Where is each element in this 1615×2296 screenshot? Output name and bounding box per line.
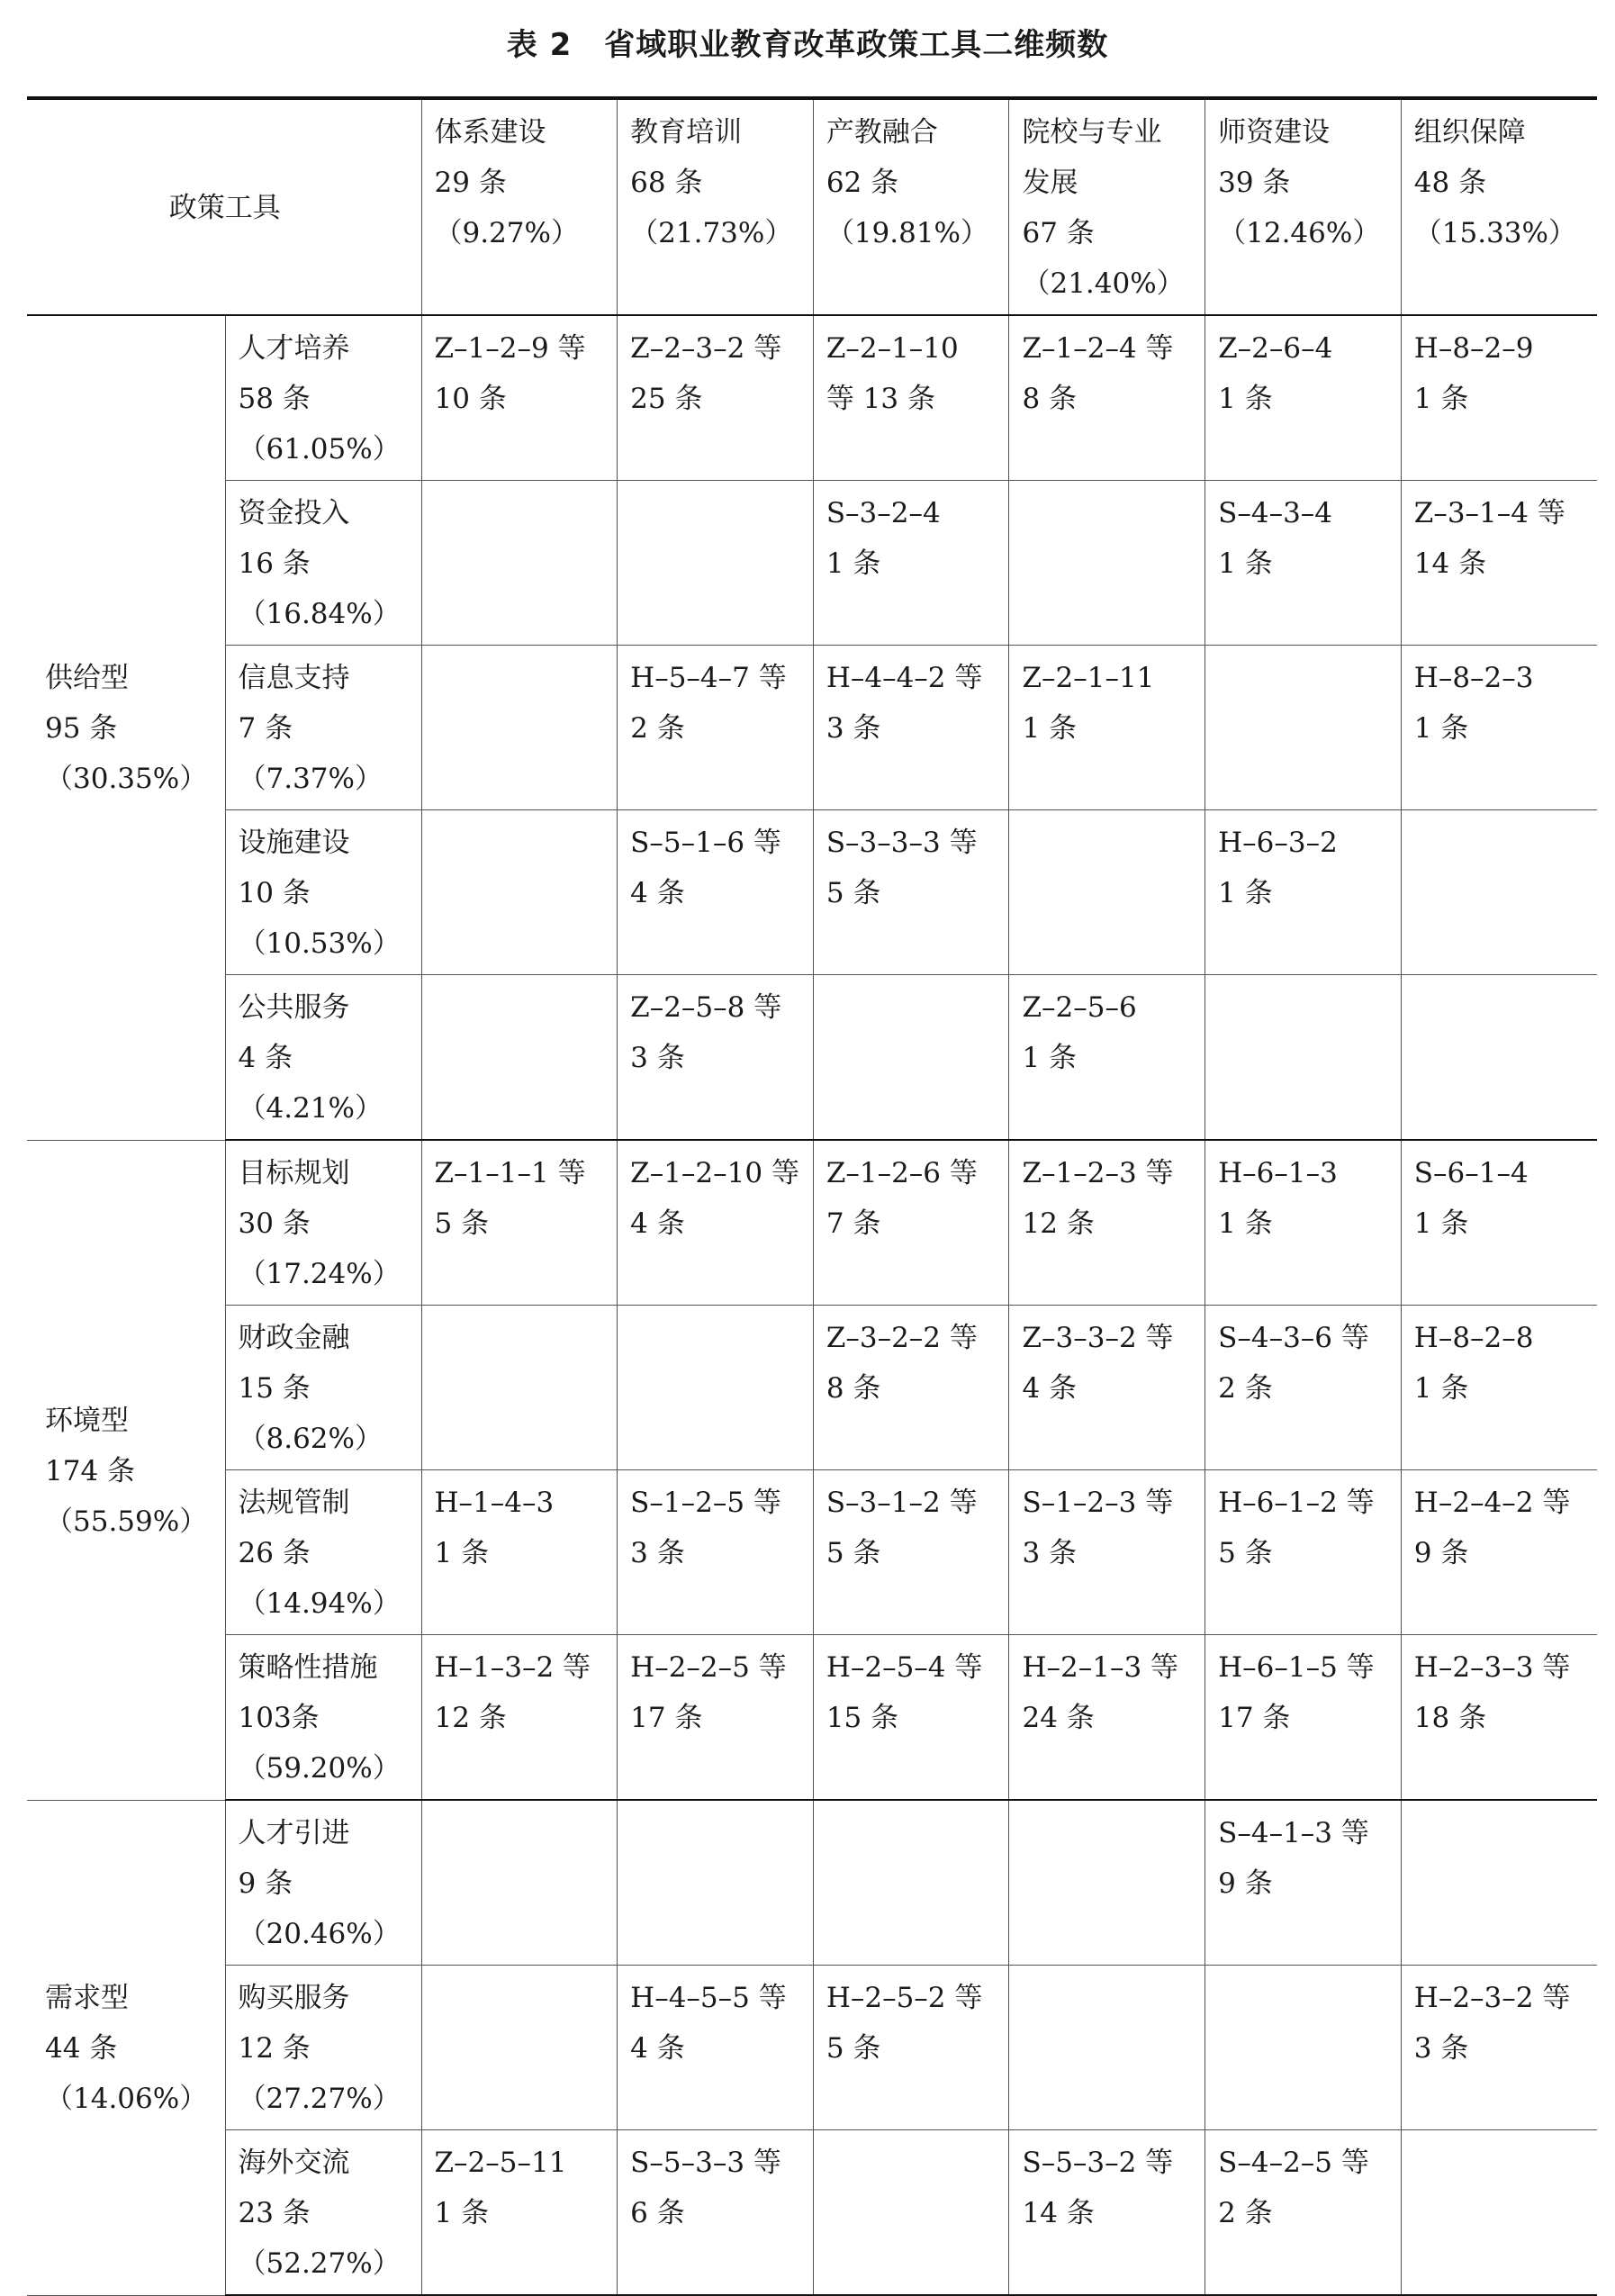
header-text: （21.40%） (1022, 267, 1185, 300)
cell-text: S–4–3–6 等 (1218, 1322, 1369, 1354)
cell-text: Z–2–1–11 (1022, 662, 1155, 694)
cell-text: 12 条 (1022, 1207, 1095, 1240)
table-row (27, 1306, 1597, 1470)
header-col-schools (1009, 98, 1205, 315)
policy-subtype-cell (225, 1140, 421, 1306)
cell-text: H–2–5–2 等 (826, 1982, 983, 2014)
data-cell (1009, 1966, 1205, 2130)
cell-text: 4 条 (630, 1207, 685, 1240)
cell-text: 5 条 (826, 2032, 881, 2065)
policy-subtype-cell (225, 1470, 421, 1635)
policy-subtype-text: 公共服务 (238, 991, 350, 1024)
cell-text: 10 条 (434, 383, 507, 415)
header-text: 48 条 (1413, 167, 1487, 199)
policy-subtype-cell (225, 810, 421, 975)
header-text: 29 条 (434, 167, 507, 199)
cell-text: H–2–1–3 等 (1022, 1651, 1179, 1684)
data-cell (813, 810, 1009, 975)
cell-text: 8 条 (1022, 383, 1078, 415)
cell-text: S–6–1–4 (1413, 1157, 1529, 1189)
table-row (27, 2130, 1597, 2296)
cell-text: H–8–2–9 (1413, 332, 1534, 365)
policy-type-text: 174 条 (45, 1454, 136, 1487)
header-text: （9.27%） (434, 217, 579, 249)
cell-text: 5 条 (434, 1207, 490, 1240)
policy-type-cell (27, 1800, 225, 2295)
cell-text: 1 条 (826, 547, 881, 580)
cell-text: 4 条 (1022, 1372, 1078, 1405)
policy-subtype-cell (225, 315, 421, 481)
cell-text: 1 条 (434, 2197, 490, 2229)
table-row (27, 1140, 1597, 1306)
data-cell (1401, 646, 1597, 810)
data-cell (421, 1470, 618, 1635)
data-cell (421, 1966, 618, 2130)
header-col-teachers (1205, 98, 1402, 315)
cell-text: 1 条 (1022, 712, 1078, 745)
policy-subtype-cell (225, 1635, 421, 1801)
cell-text: S–4–1–3 等 (1218, 1817, 1369, 1849)
data-cell (618, 481, 814, 646)
data-cell (421, 810, 618, 975)
data-cell (618, 1306, 814, 1470)
header-col-industry (813, 98, 1009, 315)
table-caption: 省域职业教育改革政策工具二维频数 (604, 27, 1109, 63)
policy-type-cell (27, 1140, 225, 1800)
policy-subtype-text: 信息支持 (238, 662, 350, 694)
data-cell (421, 481, 618, 646)
policy-subtype-text: （16.84%） (238, 598, 401, 630)
header-text: 发展 (1022, 167, 1078, 199)
policy-subtype-text: （4.21%） (238, 1092, 383, 1125)
cell-text: Z–1–1–1 等 (434, 1157, 586, 1189)
header-col-organization (1401, 98, 1597, 315)
table-row (27, 1635, 1597, 1801)
cell-text: Z–2–5–8 等 (630, 991, 782, 1024)
data-cell (421, 975, 618, 1141)
cell-text: Z–2–5–11 (434, 2147, 567, 2179)
cell-text: Z–2–1–10 (826, 332, 959, 365)
policy-subtype-cell (225, 1306, 421, 1470)
policy-type-text: 环境型 (45, 1404, 129, 1437)
policy-subtype-text: （61.05%） (238, 433, 401, 466)
cell-text: 等 13 条 (826, 383, 935, 415)
data-cell (618, 810, 814, 975)
header-text: 62 条 (826, 167, 899, 199)
cell-text: S–5–1–6 等 (630, 827, 781, 859)
data-cell (1009, 975, 1205, 1141)
data-cell (618, 1470, 814, 1635)
data-cell (1401, 1470, 1597, 1635)
data-cell (1401, 315, 1597, 481)
policy-subtype-text: 9 条 (238, 1867, 293, 1900)
policy-subtype-cell (225, 646, 421, 810)
cell-text: 8 条 (826, 1372, 881, 1405)
data-cell (1009, 481, 1205, 646)
cell-text: H–1–3–2 等 (434, 1651, 591, 1684)
cell-text: S–3–3–3 等 (826, 827, 978, 859)
cell-text: 9 条 (1218, 1867, 1273, 1900)
data-cell (813, 646, 1009, 810)
data-cell (813, 315, 1009, 481)
data-cell (1205, 1966, 1402, 2130)
cell-text: S–4–2–5 等 (1218, 2147, 1369, 2179)
policy-subtype-text: 15 条 (238, 1372, 311, 1405)
cell-text: S–4–3–4 (1218, 497, 1333, 529)
policy-subtype-text: （8.62%） (238, 1423, 383, 1455)
cell-text: 1 条 (1218, 877, 1273, 909)
data-cell (813, 481, 1009, 646)
cell-text: 1 条 (1218, 547, 1273, 580)
policy-subtype-text: 23 条 (238, 2197, 311, 2229)
header-row (27, 98, 1597, 315)
header-text: 68 条 (630, 167, 703, 199)
policy-subtype-text: 人才培养 (238, 332, 350, 365)
data-cell (1009, 1140, 1205, 1306)
data-cell (1205, 481, 1402, 646)
cell-text: 1 条 (1413, 1372, 1469, 1405)
cell-text: 3 条 (1413, 2032, 1469, 2065)
policy-subtype-cell (225, 1966, 421, 2130)
policy-type-text: （55.59%） (45, 1505, 208, 1538)
data-cell (1401, 2130, 1597, 2296)
cell-text: 14 条 (1413, 547, 1487, 580)
policy-subtype-text: （7.37%） (238, 763, 383, 795)
cell-text: S–3–1–2 等 (826, 1487, 978, 1519)
cell-text: Z–2–6–4 (1218, 332, 1333, 365)
policy-subtype-text: 海外交流 (238, 2147, 350, 2179)
cell-text: 12 条 (434, 1702, 507, 1734)
header-text: （19.81%） (826, 217, 989, 249)
header-col-system (421, 98, 618, 315)
data-cell (1401, 1140, 1597, 1306)
cell-text: 3 条 (1022, 1537, 1078, 1569)
data-cell (421, 2130, 618, 2296)
data-cell (1205, 1800, 1402, 1966)
cell-text: 17 条 (1218, 1702, 1291, 1734)
header-text: 体系建设 (434, 116, 546, 149)
cell-text: H–8–2–3 (1413, 662, 1534, 694)
cell-text: H–2–3–3 等 (1413, 1651, 1571, 1684)
data-cell (813, 1140, 1009, 1306)
cell-text: Z–3–3–2 等 (1022, 1322, 1174, 1354)
table-row (27, 1470, 1597, 1635)
table-row (27, 315, 1597, 481)
cell-text: 1 条 (1022, 1042, 1078, 1074)
data-cell (1009, 810, 1205, 975)
policy-subtype-text: （27.27%） (238, 2083, 401, 2115)
data-cell (813, 1800, 1009, 1966)
cell-text: 5 条 (1218, 1537, 1273, 1569)
data-cell (618, 315, 814, 481)
cell-text: 4 条 (630, 2032, 685, 2065)
policy-subtype-text: 12 条 (238, 2032, 311, 2065)
cell-text: 6 条 (630, 2197, 685, 2229)
data-cell (1205, 1635, 1402, 1801)
data-cell (813, 1635, 1009, 1801)
cell-text: H–2–4–2 等 (1413, 1487, 1571, 1519)
data-cell (1401, 975, 1597, 1141)
policy-subtype-text: 法规管制 (238, 1487, 350, 1519)
header-text: 39 条 (1218, 167, 1291, 199)
data-cell (1401, 1800, 1597, 1966)
cell-text: H–8–2–8 (1413, 1322, 1534, 1354)
cell-text: S–1–2–3 等 (1022, 1487, 1174, 1519)
data-cell (1009, 315, 1205, 481)
cell-text: Z–1–2–10 等 (630, 1157, 799, 1189)
header-corner: 政策工具 (27, 98, 421, 315)
cell-text: Z–2–5–6 (1022, 991, 1137, 1024)
cell-text: S–5–3–2 等 (1022, 2147, 1174, 2179)
cell-text: S–5–3–3 等 (630, 2147, 781, 2179)
policy-type-text: 需求型 (45, 1982, 129, 2014)
cell-text: 5 条 (826, 877, 881, 909)
policy-subtype-text: 财政金融 (238, 1322, 350, 1354)
cell-text: H–6–3–2 (1218, 827, 1338, 859)
policy-subtype-text: 58 条 (238, 383, 311, 415)
cell-text: 25 条 (630, 383, 703, 415)
cell-text: 9 条 (1413, 1537, 1469, 1569)
policy-subtype-text: （20.46%） (238, 1918, 401, 1950)
cell-text: Z–2–3–2 等 (630, 332, 782, 365)
data-cell (1009, 2130, 1205, 2296)
table-row (27, 646, 1597, 810)
policy-subtype-text: 4 条 (238, 1042, 293, 1074)
policy-subtype-cell (225, 975, 421, 1141)
data-cell (618, 1966, 814, 2130)
data-cell (1205, 315, 1402, 481)
header-text: （15.33%） (1413, 217, 1576, 249)
data-cell (421, 1635, 618, 1801)
header-text: 67 条 (1022, 217, 1095, 249)
data-cell (1401, 810, 1597, 975)
cell-text: 1 条 (434, 1537, 490, 1569)
data-cell (813, 1470, 1009, 1635)
data-cell (618, 1140, 814, 1306)
table-row (27, 481, 1597, 646)
header-text: 产教融合 (826, 116, 938, 149)
header-text: 组织保障 (1413, 116, 1526, 149)
data-cell (1205, 1306, 1402, 1470)
cell-text: S–3–2–4 (826, 497, 941, 529)
cell-text: H–4–5–5 等 (630, 1982, 787, 2014)
data-cell (1401, 1306, 1597, 1470)
table-row (27, 1966, 1597, 2130)
policy-type-text: 95 条 (45, 712, 118, 746)
cell-text: 1 条 (1218, 383, 1273, 415)
data-cell (618, 646, 814, 810)
policy-type-cell (27, 315, 225, 1140)
cell-text: H–1–4–3 (434, 1487, 555, 1519)
cell-text: Z–1–2–6 等 (826, 1157, 978, 1189)
data-cell (618, 1635, 814, 1801)
data-cell (1009, 646, 1205, 810)
cell-text: Z–3–2–2 等 (826, 1322, 978, 1354)
header-text: 院校与专业 (1022, 116, 1162, 149)
table-title (0, 20, 1615, 64)
table-row (27, 810, 1597, 975)
data-cell (1401, 1966, 1597, 2130)
data-cell (813, 2130, 1009, 2296)
policy-subtype-text: 人才引进 (238, 1817, 350, 1849)
cell-text: 14 条 (1022, 2197, 1095, 2229)
cell-text: H–6–1–3 (1218, 1157, 1338, 1189)
data-cell (1401, 481, 1597, 646)
cell-text: 2 条 (1218, 1372, 1273, 1405)
data-cell (1205, 810, 1402, 975)
policy-subtype-text: 16 条 (238, 547, 311, 580)
data-cell (421, 646, 618, 810)
policy-subtype-text: （52.27%） (238, 2247, 401, 2280)
cell-text: 1 条 (1413, 383, 1469, 415)
table-row (27, 1800, 1597, 1966)
header-text: （12.46%） (1218, 217, 1381, 249)
data-cell (1009, 1635, 1205, 1801)
data-cell (618, 1800, 814, 1966)
data-cell (1205, 1470, 1402, 1635)
data-cell (1205, 646, 1402, 810)
data-cell (813, 1306, 1009, 1470)
cell-text: 15 条 (826, 1702, 899, 1734)
policy-tool-table (27, 96, 1597, 2296)
cell-text: 1 条 (1218, 1207, 1273, 1240)
data-cell (421, 1306, 618, 1470)
data-cell (421, 1140, 618, 1306)
cell-text: H–6–1–2 等 (1218, 1487, 1375, 1519)
data-cell (618, 975, 814, 1141)
cell-text: H–6–1–5 等 (1218, 1651, 1375, 1684)
policy-type-text: （30.35%） (45, 763, 208, 796)
header-col-training (618, 98, 814, 315)
cell-text: 3 条 (630, 1537, 685, 1569)
policy-subtype-text: （10.53%） (238, 927, 401, 960)
data-cell (1205, 975, 1402, 1141)
policy-subtype-text: （59.20%） (238, 1752, 401, 1785)
data-cell (618, 2130, 814, 2296)
policy-subtype-cell (225, 1800, 421, 1966)
cell-text: H–2–3–2 等 (1413, 1982, 1571, 2014)
header-text: 教育培训 (630, 116, 743, 149)
cell-text: 18 条 (1413, 1702, 1487, 1734)
policy-subtype-text: 30 条 (238, 1207, 311, 1240)
cell-text: H–5–4–7 等 (630, 662, 787, 694)
cell-text: S–1–2–5 等 (630, 1487, 781, 1519)
data-cell (1009, 1306, 1205, 1470)
policy-subtype-cell (225, 2130, 421, 2296)
cell-text: 3 条 (630, 1042, 685, 1074)
cell-text: Z–1–2–4 等 (1022, 332, 1174, 365)
policy-subtype-text: 策略性措施 (238, 1651, 378, 1684)
data-cell (813, 975, 1009, 1141)
cell-text: Z–1–2–3 等 (1022, 1157, 1174, 1189)
cell-text: 1 条 (1413, 712, 1469, 745)
cell-text: 7 条 (826, 1207, 881, 1240)
data-cell (1205, 2130, 1402, 2296)
policy-subtype-text: 26 条 (238, 1537, 311, 1569)
cell-text: 1 条 (1413, 1207, 1469, 1240)
policy-subtype-text: （14.94%） (238, 1587, 401, 1620)
policy-subtype-cell (225, 481, 421, 646)
cell-text: 2 条 (630, 712, 685, 745)
data-cell (1009, 1470, 1205, 1635)
cell-text: 5 条 (826, 1537, 881, 1569)
policy-type-text: 供给型 (45, 662, 129, 695)
cell-text: H–4–4–2 等 (826, 662, 983, 694)
policy-subtype-text: 10 条 (238, 877, 311, 909)
cell-text: 3 条 (826, 712, 881, 745)
cell-text: 4 条 (630, 877, 685, 909)
cell-text: Z–3–1–4 等 (1413, 497, 1565, 529)
table-row (27, 975, 1597, 1141)
data-cell (421, 1800, 618, 1966)
data-cell (1205, 1140, 1402, 1306)
header-text: （21.73%） (630, 217, 793, 249)
table-number: 表 2 (506, 27, 573, 63)
policy-subtype-text: 103条 (238, 1702, 320, 1734)
cell-text: H–2–5–4 等 (826, 1651, 983, 1684)
cell-text: 2 条 (1218, 2197, 1273, 2229)
data-cell (1401, 1635, 1597, 1801)
cell-text: Z–1–2–9 等 (434, 332, 586, 365)
cell-text: 24 条 (1022, 1702, 1095, 1734)
policy-type-text: （14.06%） (45, 2083, 208, 2115)
header-text: 师资建设 (1218, 116, 1331, 149)
policy-subtype-text: 资金投入 (238, 497, 350, 529)
data-cell (1009, 1800, 1205, 1966)
policy-subtype-text: 设施建设 (238, 827, 350, 859)
cell-text: H–2–2–5 等 (630, 1651, 787, 1684)
data-cell (813, 1966, 1009, 2130)
policy-type-text: 44 条 (45, 2032, 118, 2065)
policy-subtype-text: 购买服务 (238, 1982, 350, 2014)
policy-subtype-text: 7 条 (238, 712, 293, 745)
policy-subtype-text: 目标规划 (238, 1157, 350, 1189)
policy-subtype-text: （17.24%） (238, 1258, 401, 1290)
cell-text: 17 条 (630, 1702, 703, 1734)
data-cell (421, 315, 618, 481)
